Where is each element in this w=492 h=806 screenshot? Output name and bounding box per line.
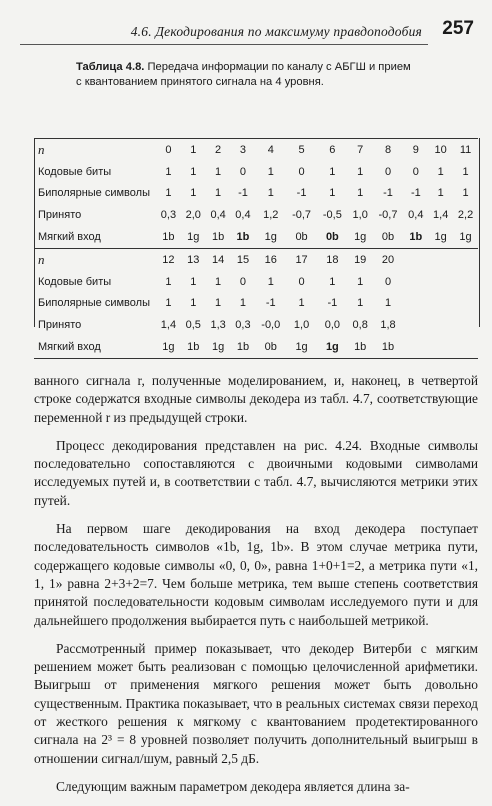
row-label: Принято — [38, 209, 82, 222]
table-cell: 0b — [255, 336, 286, 358]
table-cell: 0b — [295, 231, 308, 244]
table-cell: 1b — [162, 231, 175, 244]
table-cell: 1 — [298, 297, 305, 310]
table-cell: -1 — [410, 187, 421, 200]
empty-cell — [428, 248, 453, 270]
empty-cell — [403, 248, 428, 270]
table-cell: 1 — [267, 275, 274, 288]
table-cell: 1,0 — [293, 319, 310, 332]
table-cell: -0,7 — [292, 209, 312, 222]
table-cell: 0b — [325, 231, 339, 244]
table-bipolar-row — [34, 293, 478, 315]
table-cell: 4 — [255, 139, 286, 161]
table-cell: 1 — [239, 297, 247, 310]
empty-cell — [428, 314, 453, 336]
table-cell: 1b — [236, 231, 250, 244]
header-rule — [20, 44, 428, 45]
table-cell: 1 — [165, 187, 172, 200]
table-cell: 1,0 — [352, 209, 368, 222]
table-cell: 9 — [403, 139, 428, 161]
table-cell: 1 — [181, 139, 206, 161]
empty-cell — [453, 271, 478, 293]
table-cell: 1,4 — [160, 319, 177, 332]
table-cell: 13 — [181, 248, 206, 270]
table-cell: 20 — [373, 248, 404, 270]
table-cell: 0,3 — [235, 319, 251, 332]
table-cell: -1 — [327, 297, 338, 310]
empty-cell — [403, 271, 428, 293]
table-bipolar-row — [34, 183, 478, 205]
table-received-row — [34, 204, 478, 226]
table-cell: 1 — [190, 187, 197, 200]
table-cell: 1g — [434, 231, 447, 244]
table-cell: 1 — [190, 297, 197, 310]
table-cell: 0,4 — [210, 209, 226, 222]
table-cell: 1 — [357, 165, 364, 178]
empty-cell — [428, 336, 453, 358]
table-cell: 0,0 — [324, 319, 341, 332]
table-soft-row — [34, 226, 478, 248]
table-cell: 1 — [215, 275, 222, 288]
row-label: Мягкий вход — [34, 336, 156, 358]
empty-cell — [453, 314, 478, 336]
table-code-row — [34, 271, 478, 293]
table-cell: 7 — [348, 139, 373, 161]
table-cell: 2 — [206, 139, 231, 161]
table-cell: 1 — [384, 297, 392, 310]
table-cell: 10 — [428, 139, 453, 161]
table-cell: 1 — [215, 165, 222, 178]
paragraph-5: Следующим важным параметром декодера является длина за- — [56, 778, 410, 794]
empty-cell — [453, 248, 478, 270]
table-cell: 1g — [354, 231, 367, 244]
row-label: Биполярные символы — [38, 187, 150, 200]
table-cell: 3 — [231, 139, 256, 161]
table-cell: -1 — [296, 187, 307, 200]
table-cell: 1 — [165, 275, 172, 288]
row-label: n — [34, 139, 156, 161]
table-cell: 0 — [384, 165, 392, 178]
table-cell: 0 — [412, 165, 419, 178]
table-cell: 0,4 — [408, 209, 424, 222]
table-cell: 1 — [267, 187, 274, 200]
table-cell: 5 — [286, 139, 317, 161]
table-cell: -0,0 — [261, 319, 281, 332]
table-cell: 0 — [298, 275, 305, 288]
empty-cell — [403, 293, 428, 315]
table-cell: 1b — [181, 336, 206, 358]
table-code-row — [34, 161, 478, 183]
table-cell: 1 — [329, 187, 336, 200]
table-cell: 0 — [384, 275, 392, 288]
page-number: 257 — [442, 18, 474, 39]
table-cell: 0 — [298, 165, 305, 178]
table-cell: 1,2 — [263, 209, 279, 222]
table-cell: 0,3 — [160, 209, 177, 222]
table-cell: 1 — [437, 187, 444, 200]
table-cell: 11 — [453, 139, 478, 161]
table-cell: 1g — [156, 336, 181, 358]
empty-cell — [403, 314, 428, 336]
row-label: Биполярные символы — [38, 297, 150, 310]
table-cell: 1 — [165, 297, 172, 310]
table-soft-row — [34, 336, 478, 358]
table-cell: 0,5 — [185, 319, 201, 332]
body-text — [34, 372, 478, 806]
empty-cell — [453, 293, 478, 315]
table-cell: 1 — [329, 275, 336, 288]
empty-cell — [453, 336, 478, 358]
table-caption — [76, 60, 416, 89]
table-cell: 1 — [190, 275, 197, 288]
table-cell: 1 — [462, 165, 469, 178]
table-cell: 0,4 — [235, 209, 251, 222]
empty-cell — [428, 293, 453, 315]
table-cell: 12 — [156, 248, 181, 270]
row-label: Кодовые биты — [38, 275, 112, 288]
table-cell: 1b — [211, 231, 225, 244]
table-cell: -1 — [383, 187, 393, 200]
table-cell: 1 — [357, 187, 364, 200]
data-table — [34, 138, 478, 359]
table-cell: 6 — [317, 139, 348, 161]
table-cell: 1 — [357, 297, 364, 310]
table-cell: 0 — [239, 165, 247, 178]
paragraph-2: Процесс декодирования представлен на рис. 4.24. Входные символы последовательно сопоставляются с двоичными кодовыми символами исследуемых путей и, в соответствии с табл. 4.7, вычисляются метрики этих путей. — [34, 437, 478, 508]
table-n-row — [34, 139, 478, 161]
table-cell: 2,0 — [185, 209, 201, 222]
table-cell: 0,8 — [352, 319, 368, 332]
row-label: Кодовые биты — [38, 165, 112, 178]
paragraph-1: ванного сигнала r, полученные моделированием, и, наконец, в четвертой строке содержатся входные символы декодера из табл. 4.7, соответствующие переменной r из предыдущей строки. — [34, 373, 478, 425]
caption-label: Таблица 4.8. — [76, 61, 145, 73]
table-cell: 17 — [286, 248, 317, 270]
table-cell: -1 — [238, 187, 248, 200]
table-cell: 1 — [215, 187, 222, 200]
table-cell: 0 — [156, 139, 181, 161]
table-cell: -0,5 — [322, 209, 342, 222]
table-cell: 1 — [462, 187, 469, 200]
table-cell: 1g — [264, 231, 277, 244]
table-received-row — [34, 314, 478, 336]
empty-cell — [428, 271, 453, 293]
table-cell: 18 — [317, 248, 348, 270]
running-title: 4.6. Декодирования по максимуму правдоподобия — [130, 24, 422, 39]
table-cell: 16 — [255, 248, 286, 270]
row-label: Принято — [38, 319, 82, 332]
table-cell: -1 — [265, 297, 276, 310]
table-cell: 1 — [190, 165, 197, 178]
table-cell: 1,3 — [210, 319, 226, 332]
table-cell: 1 — [329, 165, 336, 178]
table-cell: 1b — [409, 231, 423, 244]
table-cell: 1g — [459, 231, 472, 244]
empty-cell — [403, 336, 428, 358]
table-cell: 1g — [317, 336, 348, 358]
table-cell: 1,8 — [380, 319, 396, 332]
table-cell: 8 — [373, 139, 404, 161]
table-cell: 1b — [373, 336, 404, 358]
table-cell: 1 — [165, 165, 172, 178]
table-cell: 2,2 — [457, 209, 474, 222]
row-label: Мягкий вход — [38, 231, 101, 244]
table-cell: 1b — [348, 336, 373, 358]
table-cell: 1 — [267, 165, 274, 178]
table-n-row — [34, 248, 478, 270]
table-cell: 15 — [231, 248, 256, 270]
table-cell: -0,7 — [378, 209, 398, 222]
table-cell: 1g — [187, 231, 200, 244]
row-label: n — [34, 248, 156, 270]
table-cell: 0b — [381, 231, 395, 244]
table-cell: 1 — [357, 275, 364, 288]
table-cell: 1 — [437, 165, 444, 178]
table-cell: 19 — [348, 248, 373, 270]
paragraph-3: На первом шаге декодирования на вход декодера поступает последовательность символов «1b, 1g, 1b». В этом случае метрика пути, содержащего кодовые символы «0, 0, 0», равна 1+0+1=2, а метрика пути «1, 1, 1» равна 2+3+2=7. Чем больше метрика, тем выше степень соответствия принятой последовательности кодовым символам исследуемого пути и для дальнейшего продолжения выбирается путь с наибольшей метрикой. — [34, 521, 478, 628]
caption-text: Передача информации по каналу с АБГШ и прием с квантованием принятого сигнала на 4 уровня. — [76, 61, 411, 88]
table-cell: 1g — [206, 336, 231, 358]
table-cell: 1g — [286, 336, 317, 358]
table-cell: 14 — [206, 248, 231, 270]
table-cell: 0 — [239, 275, 247, 288]
table-cell: 1,4 — [433, 209, 449, 222]
table-cell: 1 — [215, 297, 222, 310]
table-cell: 1b — [231, 336, 256, 358]
paragraph-4: Рассмотренный пример показывает, что декодер Витерби с мягким решением может быть реализован с помощью целочисленной арифметики. Выигрыш от применения мягкого решения может быть довольно существенным. Практика показывает, что в реальных системах связи переход от жесткого решения к мягкому с квантованием продетектированного сигнала на 2³ = 8 уровней позволяет получить дополнительный выигрыш в отношении сигнал/шум, равный 2,5 дБ. — [34, 640, 478, 766]
